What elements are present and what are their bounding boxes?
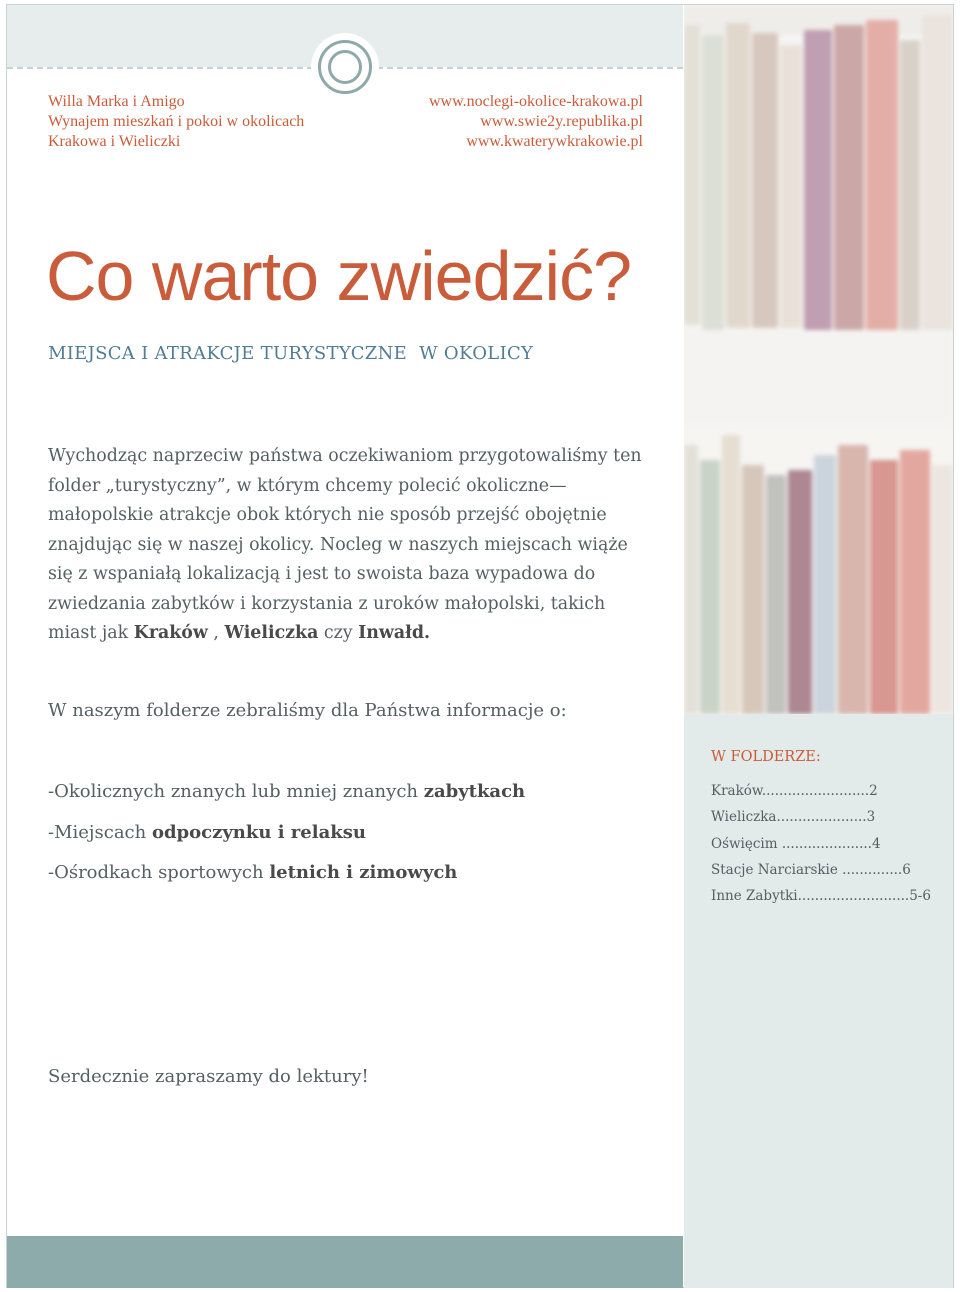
- page-title: Co warto zwiedzić?: [46, 237, 631, 315]
- business-tagline: Wynajem mieszkań i pokoi w okolicach: [48, 113, 305, 130]
- ring-emblem-inner: [328, 50, 362, 84]
- business-name: Willa Marka i Amigo: [48, 93, 185, 110]
- website-link[interactable]: www.swie2y.republika.pl: [480, 113, 643, 130]
- city-krakow: Kraków: [133, 623, 208, 643]
- toc-item: Kraków.........................2: [711, 783, 878, 799]
- bookshelf-photo: [684, 5, 953, 714]
- footer-band: [7, 1236, 683, 1288]
- toc-item: Wieliczka.....................3: [711, 809, 876, 826]
- table-of-contents: [711, 782, 931, 913]
- bullet-text: -Okolicznych znanych lub mniej znanych: [48, 781, 424, 802]
- closing-text: Serdecznie zapraszamy do lektury!: [48, 1066, 369, 1087]
- website-list: [429, 92, 643, 152]
- website-link[interactable]: www.kwaterywkrakowie.pl: [466, 133, 643, 150]
- bullet-item: [48, 822, 366, 843]
- bullet-highlight: zabytkach: [423, 781, 526, 802]
- sidebar-title: W FOLDERZE:: [711, 749, 821, 765]
- intro-separator: czy: [318, 623, 359, 643]
- intro-separator: ,: [207, 623, 225, 643]
- bullet-item: [48, 781, 525, 802]
- website-link[interactable]: www.noclegi-okolice-krakowa.pl: [429, 93, 643, 110]
- bullet-text: -Miejscach: [48, 822, 152, 843]
- lead-text: W naszym folderze zebraliśmy dla Państwa informacje o:: [48, 700, 567, 721]
- bullet-highlight: odpoczynku i relaksu: [151, 822, 366, 843]
- business-region: Krakowa i Wieliczki: [48, 133, 181, 150]
- toc-item: Inne Zabytki..........................5-6: [711, 888, 931, 905]
- city-inwald: Inwałd.: [358, 623, 431, 643]
- intro-text: Wychodząc naprzeciw państwa oczekiwaniom przygotowaliśmy ten folder „turystyczny”, w którym chcemy polecić okoliczne— małopolskie atrakcje obok których nie sposób przejść obojętnie znajdując się w naszej okolicy. Nocleg w naszych miejscach wiąże się z wspaniałą lokalizacją i jest to swoista baza wypadowa do zwiedzania zabytków i korzystania z uroków małopolski, takich miast jak: [48, 446, 642, 643]
- city-wieliczka: Wieliczka: [224, 623, 319, 643]
- business-info: [48, 92, 304, 152]
- page-subtitle: MIEJSCA I ATRAKCJE TURYSTYCZNE W OKOLICY: [48, 343, 534, 364]
- bullet-highlight: letnich i zimowych: [269, 862, 458, 883]
- bullet-text: -Ośrodkach sportowych: [48, 862, 270, 883]
- toc-item: Oświęcim .....................4: [711, 835, 881, 852]
- intro-paragraph: [48, 442, 648, 649]
- toc-item: Stacje Narciarskie ..............6: [711, 861, 911, 878]
- bullet-item: [48, 862, 457, 883]
